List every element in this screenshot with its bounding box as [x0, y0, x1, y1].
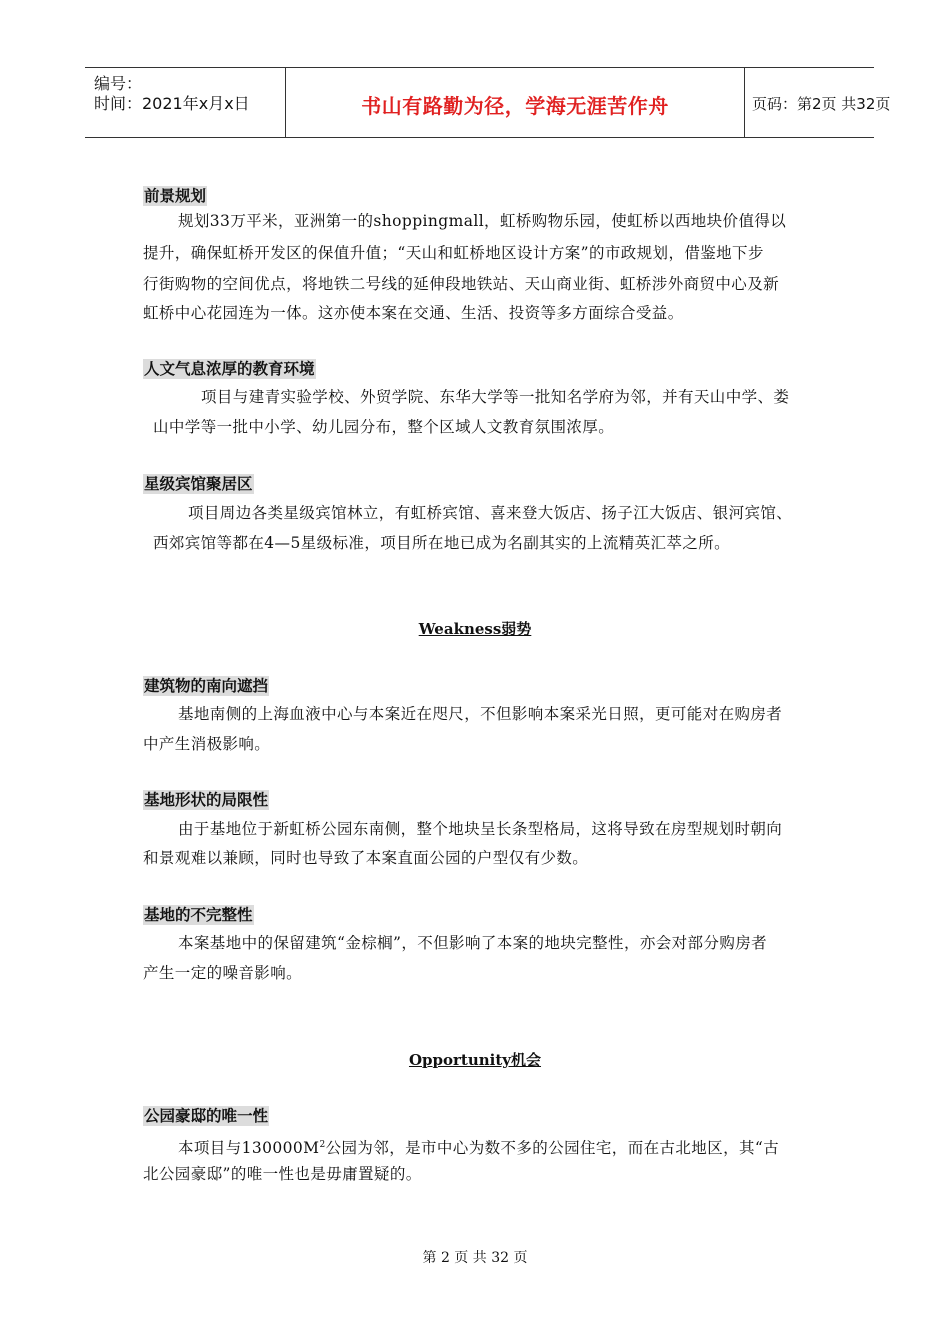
superscript: 2 — [319, 1140, 326, 1150]
section-title-park: 公园豪邸的唯一性 — [144, 1107, 269, 1125]
paragraph-line: 提升，确保虹桥开发区的保值升值；“天山和虹桥地区设计方案”的市政规划，借鉴地下步 — [143, 244, 764, 262]
section-title-hotels: 星级宾馆聚居区 — [144, 475, 253, 493]
header-meta-cell — [85, 68, 285, 137]
time-label: 时间：2021年x月x日 — [94, 94, 250, 113]
paragraph-line: 西郊宾馆等都在4—5星级标准，项目所在地已成为名副其实的上流精英汇萃之所。 — [153, 534, 731, 552]
paragraph-line: 项目周边各类星级宾馆林立，有虹桥宾馆、喜来登大饭店、扬子江大饭店、银河宾馆、 — [188, 504, 793, 522]
motto: 书山有路勤为径，学海无涯苦作舟 — [361, 94, 669, 118]
paragraph-line: 规划33万平米，亚洲第一的shoppingmall，虹桥购物乐园，使虹桥以西地块价值得以 — [178, 212, 787, 230]
paragraph-line: 山中学等一批中小学、幼儿园分布，整个区域人文教育氛围浓厚。 — [153, 418, 615, 436]
section-title-integrity: 基地的不完整性 — [144, 906, 253, 924]
paragraph-line: 中产生消极影响。 — [143, 735, 271, 753]
paragraph-line: 产生一定的噪音影响。 — [143, 964, 303, 982]
paragraph-line: 项目与建青实验学校、外贸学院、东华大学等一批知名学府为邻，并有天山中学、娄 — [201, 388, 790, 406]
section-title-education: 人文气息浓厚的教育环境 — [144, 360, 315, 378]
paragraph-line: 北公园豪邸”的唯一性也是毋庸置疑的。 — [143, 1165, 422, 1183]
header-page-cell — [745, 68, 891, 137]
section-title-shading: 建筑物的南向遮挡 — [144, 677, 269, 695]
page-header — [85, 67, 891, 138]
section-title-prospect: 前景规划 — [144, 187, 207, 205]
paragraph-line: 基地南侧的上海血液中心与本案近在咫尺，不但影响本案采光日照，更可能对在购房者 — [178, 705, 783, 723]
paragraph-line: 由于基地位于新虹桥公园东南侧，整个地块呈长条型格局，这将导致在房型规划时朝向 — [178, 820, 783, 838]
paragraph-line: 本案基地中的保留建筑“金棕榈”，不但影响了本案的地块完整性，亦会对部分购房者 — [178, 934, 768, 952]
header-motto-cell — [285, 68, 745, 137]
section-title-shape: 基地形状的局限性 — [144, 791, 269, 809]
page-code: 页码：第2页 共32页 — [752, 95, 891, 113]
weakness-heading: Weakness弱势 — [418, 620, 532, 638]
number-label: 编号： — [94, 74, 143, 93]
opportunity-heading: Opportunity机会 — [408, 1051, 542, 1069]
page-footer: 第 2 页 共 32 页 — [422, 1250, 528, 1266]
text-span: 本项目与130000M — [178, 1139, 320, 1158]
paragraph-line: 和景观难以兼顾，同时也导致了本案直面公园的户型仅有少数。 — [143, 849, 589, 867]
text-span: 公园为邻，是市中心为数不多的公园住宅，而在古北地区，其“古 — [325, 1139, 780, 1158]
paragraph-line: 虹桥中心花园连为一体。这亦使本案在交通、生活、投资等多方面综合受益。 — [143, 304, 684, 322]
paragraph-line: 行街购物的空间优点，将地铁二号线的延伸段地铁站、天山商业街、虹桥涉外商贸中心及新 — [143, 275, 780, 293]
paragraph-line — [178, 1134, 779, 1159]
